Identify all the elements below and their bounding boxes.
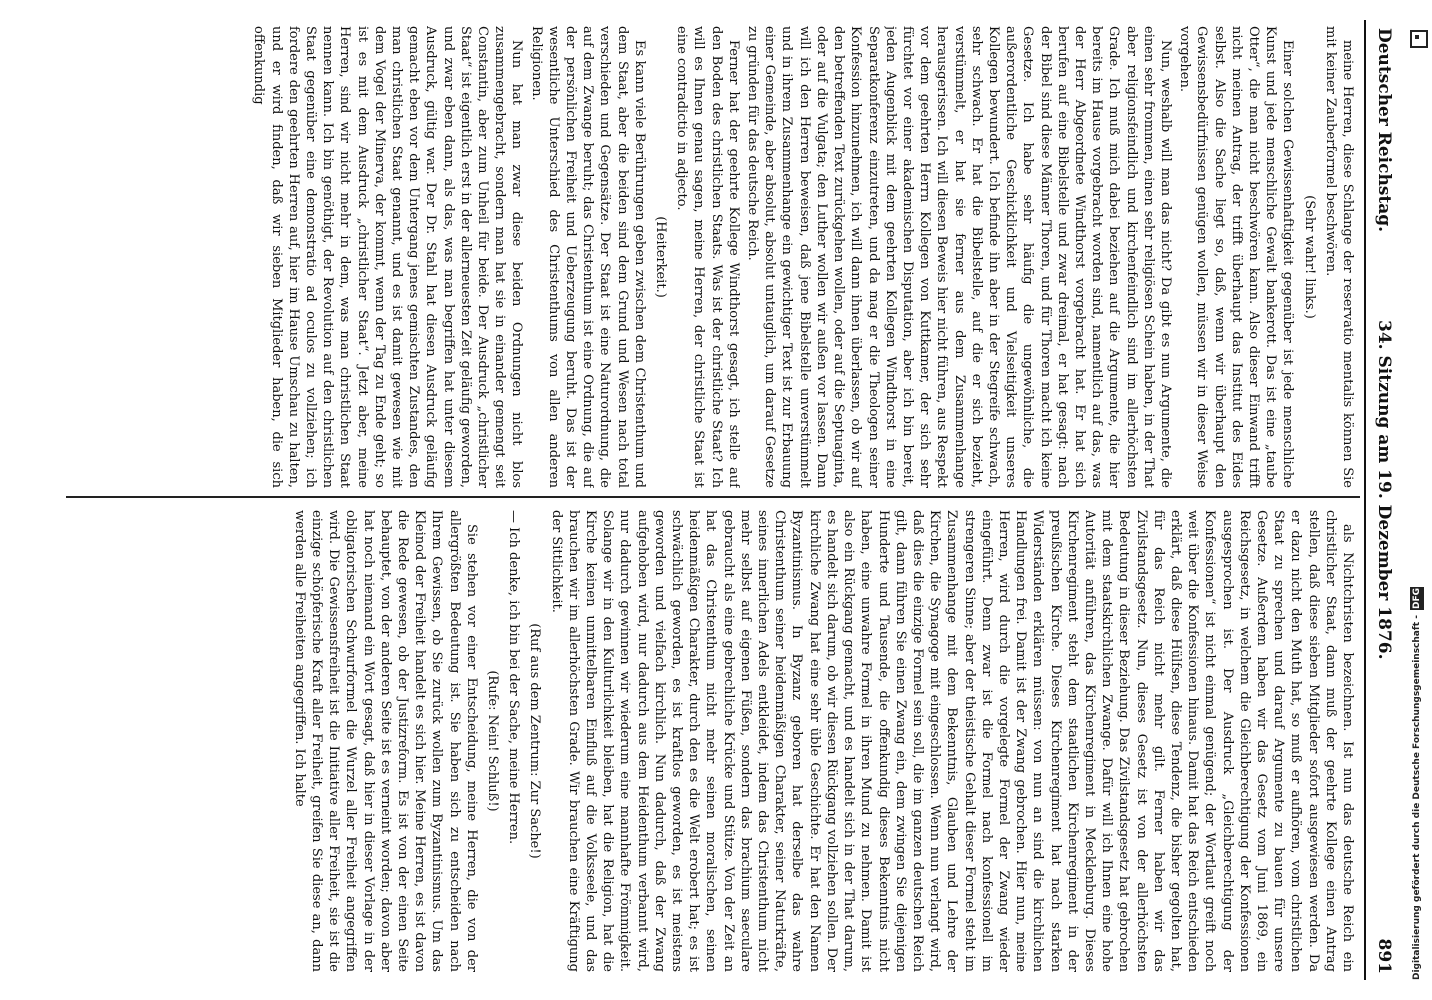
rotated-page-frame [60, 20, 1400, 980]
paragraph: Nun hat man zwar diese beiden Ordnungen nicht blos zusammengebracht, sondern man hat sie in einander gemengt seit Constantin, aber zum Unheil für beide. Der Ausdruck „christlicher Staat“ ist eigentlich erst in der allerneuesten Zeit geläufig geworden, und zwar eben dann, als das, was man begriffen hat unter diesem Ausdruck, gültig war. Der Dr. Stahl hat diesen Ausdruck geläufig gemacht eben vor dem Untergang jenes gemischten Zustandes, den man christlichen Staat genannt, und es ist damit gewesen wie mit dem Vogel der Minerva, der kommt, wenn der Tag zu Ende geht; so ist es mit dem Ausdruck „christlicher Staat“. Jetzt aber, meine Herren, sind wir nicht mehr in dem, was man christlichen Staat nennen kann. Ich bin genöthigt, der Revolution auf den christlichen Staat gegenüber eine demonstratio ad oculos zu vollziehen; ich fordere den geehrten Herren auf, hier im Hause Umschau zu halten, und er wird finden, daß wir sieben Mitglieder haben, die sich offenkundig [251, 26, 525, 488]
dfg-logo: DFG [1412, 587, 1422, 609]
left-column [66, 26, 1356, 488]
interjection: (Rufe: Nein! Schluß!) [485, 670, 501, 812]
paragraph: Sie stehen vor einer Entscheidung, meine Herren, die von der allergrößten Bedeutung ist. Sie haben sich zu entscheiden nach Ihrem Gewissen, ob Sie zurück wollen zum Byzantinismus. Um das Kleinod der Freiheit handelt es sich hier. Meine Herren, es ist davon die Rede gewesen, ob der Justizreform. Es ist von der einen Seite behauptet, von der anderen Seite ist es verneint worden; davon aber hat noch niemand ein Wort gesagt, daß hier in dieser Vorlage in der obligatorischen Schwurformel die Wurzel aller Freiheit angegriffen wird. Die Gewissensfreiheit ist die Initiative aller Freiheit, sie ist die einzige schöpferische Kraft aller Freiheit, greifen Sie diese an, dann werden alle Freiheiten angegriffen. Ich halte [291, 510, 479, 972]
paragraph: als Nichtchristen bezeichnen. Ist nun das deutsche Reich ein christlicher Staat, dann muß der geehrte Kollege einen Antrag stellen, daß diese sieben Mitglieder sofort ausgewiesen werden. Da er dazu nicht den Muth hat, so muß er aufhören, vom christlichen Staat zu sprechen und darauf Argumente zu bauen für unsere Gesetze. Außerdem haben wir das Gesetz vom Juni 1869, ein Reichsgesetz, in welchem die Gleichberechtigung der Konfessionen ausgesprochen ist. Der Ausdruck „Gleichberechtigung der Konfessionen“ ist nicht einmal genügend; der Wortlaut greift noch weit über die Konfessionen hinaus. Damit hat das Reich entschieden erklärt, daß diese Hülfsen, diese Tendenz, die bisher gegolten hat, für das Reich nicht mehr gilt. Ferner haben wir das Zivilstandsgesetz. Nun, dieses Gesetz ist von der allerhöchsten Bedeutung in dieser Beziehung. Das Zivilstandsgesetz hat gebrochen mit dem staatskirchlichen Zwange. Dafür will ich Ihnen eine hohe Autorität anführen, das Kirchenregiment in Mecklenburg. Dieses Kirchenregiment steht dem staatlichen Kirchenregiment in der preußischen Kirche. Dieses Kirchenregiment hat nach starken Widerständen erklären müssen: von nun an sind die kirchlichen Handlungen frei. Damit ist der Zwang gebrochen. Hier nun, meine Herren, wird durch die vorgelegte Formel der Zwang wieder eingeführt. Denn zwar ist die Formel nach konfessionell im strengeren Sinne; aber der theistische Gehalt dieser Formel steht im Zusammenhange mit dem Bekenntnis, Glauben und Lehre der Kirchen, die Synagoge mit eingeschlossen. Wenn nun verlangt wird, daß dies die einzige Formel sein soll, die im ganzen deutschen Reich gilt, dann führen Sie einen Zwang ein, dem zwingen Sie diejenigen Hunderte und Tausende, die offenkundig dieses Bekenntnis nicht haben, eine unwahre Formel in ihren Mund zu nehmen. Damit ist also ein Rückgang gemacht, und es handelt sich in der That darum, es handelt sich darum, ob wir diesen Rückgang vollziehen sollen. Der kirchliche Zwang hat eine sehr üble Geschichte. Er hat den Namen Byzantinismus. In Byzanz geboren hat derselbe das wahre Christenthum seiner heidenmäßigen Charakter, seiner Naturkräfte, seines innerlichen Adels entkleidet, indem das Christenthum nicht mehr selbst auf eigenen Füßen, sondern das brachium saeculare gebraucht als eine gebrechliche Krücke und Stütze. Von der Zeit an hat das Christenthum nicht mehr seinen moralischen, seinen heidenmäßigen Charakter, durch den es die Welt erobert hat; es ist schwächlich geworden, es ist kraftlos geworden, es ist meistens geworden und vielfach kirchlich. Nun dadurch, daß der Zwang aufgehoben wird, nur dadurch aus dem Heidenthum verbannt wird, nur dadurch gewinnen wir wiederum eine mannhafte Frömmigkeit. Solange wir in den Kulturlichkeit bleiben, hat die Religion, hat die Kirche keinen unmittelbaren Einfluß auf die Volksseele, und das brauchen wir im allerhöchsten Grade. Wir brauchen eine Kräftigung der Sittlichkeit. [548, 510, 1355, 972]
header-title: Deutscher Reichstag. [1374, 28, 1394, 233]
scan-marker-icon [1410, 30, 1428, 48]
paragraph: meine Herren, diese Schlange der reservatio mentalis können Sie mit keiner Zauberformel beschwören. [1322, 26, 1355, 488]
interjection: (Heiterkeit.) [653, 216, 669, 298]
paragraph: — Ich denke, ich bin bei der Sache, meine Herren. [506, 510, 522, 845]
interjection: (Ruf aus dem Zentrum: Zur Sache!) [527, 623, 543, 859]
paragraph: Einer solchen Gewissenhaftigkeit gegenüber ist jede menschliche Kunst und jede menschliche Gewalt bankerott. Das ist eine „taube Otter“, die man nicht beschwören kann. Also dieser Einwand trifft nicht meinen Antrag, der trifft überhaupt das Institut des Eides selbst. Also die Sache liegt so, daß, wenn wir überhaupt den Gewissensbedürfnissen genügen wollen, müssen wir in dieser Weise vorgehen. [1177, 26, 1296, 488]
paragraph: Ferner hat der geehrte Kollege Windthorst gesagt, ich stelle auf den Boden des christlichen Staats. Was ist der christliche Staat? Ich will es Ihnen genau sagen, meine Herren, der christliche Staat ist eine contradictio in adjecto. [674, 26, 741, 488]
page-header [1364, 20, 1400, 980]
digitization-text: Digitalisierung gefördert durch die Deutsche Forschungsgemeinschaft - [1412, 615, 1422, 980]
interjection: (Sehr wahr! links.) [1301, 195, 1317, 319]
paragraph: Es kann viele Berührungen geben zwischen dem Christenthum und dem Staat, aber die beiden sind dem Grund und Wesen nach total verschieden und Gegensätze. Der Staat ist eine Naturordnung, die auf dem Zwange beruht; das Christenthum ist eine Ordnung, die auf der persönlichen Freiheit und Ueberzeugung beruht. Das ist der wesentliche Unterschied des Christenthums von allen anderen Religionen. [528, 26, 647, 488]
header-session: 34. Sitzung am 19. Dezember 1876. [1374, 320, 1394, 660]
digitization-note [1410, 560, 1428, 980]
right-column [66, 510, 1356, 972]
column-divider [66, 496, 1360, 498]
page-number: 891 [1374, 938, 1394, 974]
paragraph: Nun, weshalb will man das nicht? Da gibt es nun Argumente, die einen sehr frommen, einen sehr religiösen Schein haben, in der That aber religionsfeindlich und kirchenfeindlich sind im allerhöchsten Grade. Ich muß mich dabei beziehen auf die Argumente, die hier bereits im Hause vorgebracht worden sind, namentlich auf das, was der Herr Abgeordnete Windthorst vorgebracht hat. Er hat sich berufen auf eine Bibelstelle und zwar dreimal, er hat gesagt: nach der Bibel sind diese Männer Thoren, und für Thoren macht ich keine Gesetze. Ich habe sehr häufig die ungewöhnliche, die außerordentliche Geschicklichkeit und Vielseitigkeit unseres Kollegen bewundert. Ich befinde ihn aber in der Stegreife schwach, sehr schwach. Er hat die Bibelstelle, auf die er sich bezieht, verstümmelt, er hat sie ferner aus dem Zusammenhange herausgerissen. Ich will diesen Beweis hier nicht führen, aus Respekt vor dem geehrten Herrn Kollegen von Kuttkamer, der sich sehr fürchtet vor einer akademischen Disputation, aber ich bin bereit, jeden Augenblick mit dem geehrten Kollegen Windthorst in eine Separatkonferenz einzutreten, und da mag er die Theologen seiner Konfession hinzunehmen, ich will dann ihnen überlassen, ob wir auf den betreffenden Text zurückgehen wollen, oder auf die Septuaginta, oder auf die Vulgata; den Luther wollen wir außen vor lassen. Dann will ich den Herren beweisen, daß jene Bibelstelle unverstümmelt und in ihrem Zusammenhange ein gewichtiger Text ist zur Erbauung einer Gemeinde, aber absolut, absolut untauglich, um darauf Gesetze zu gründen für das deutsche Reich. [745, 26, 1173, 488]
page-content [60, 20, 1400, 980]
